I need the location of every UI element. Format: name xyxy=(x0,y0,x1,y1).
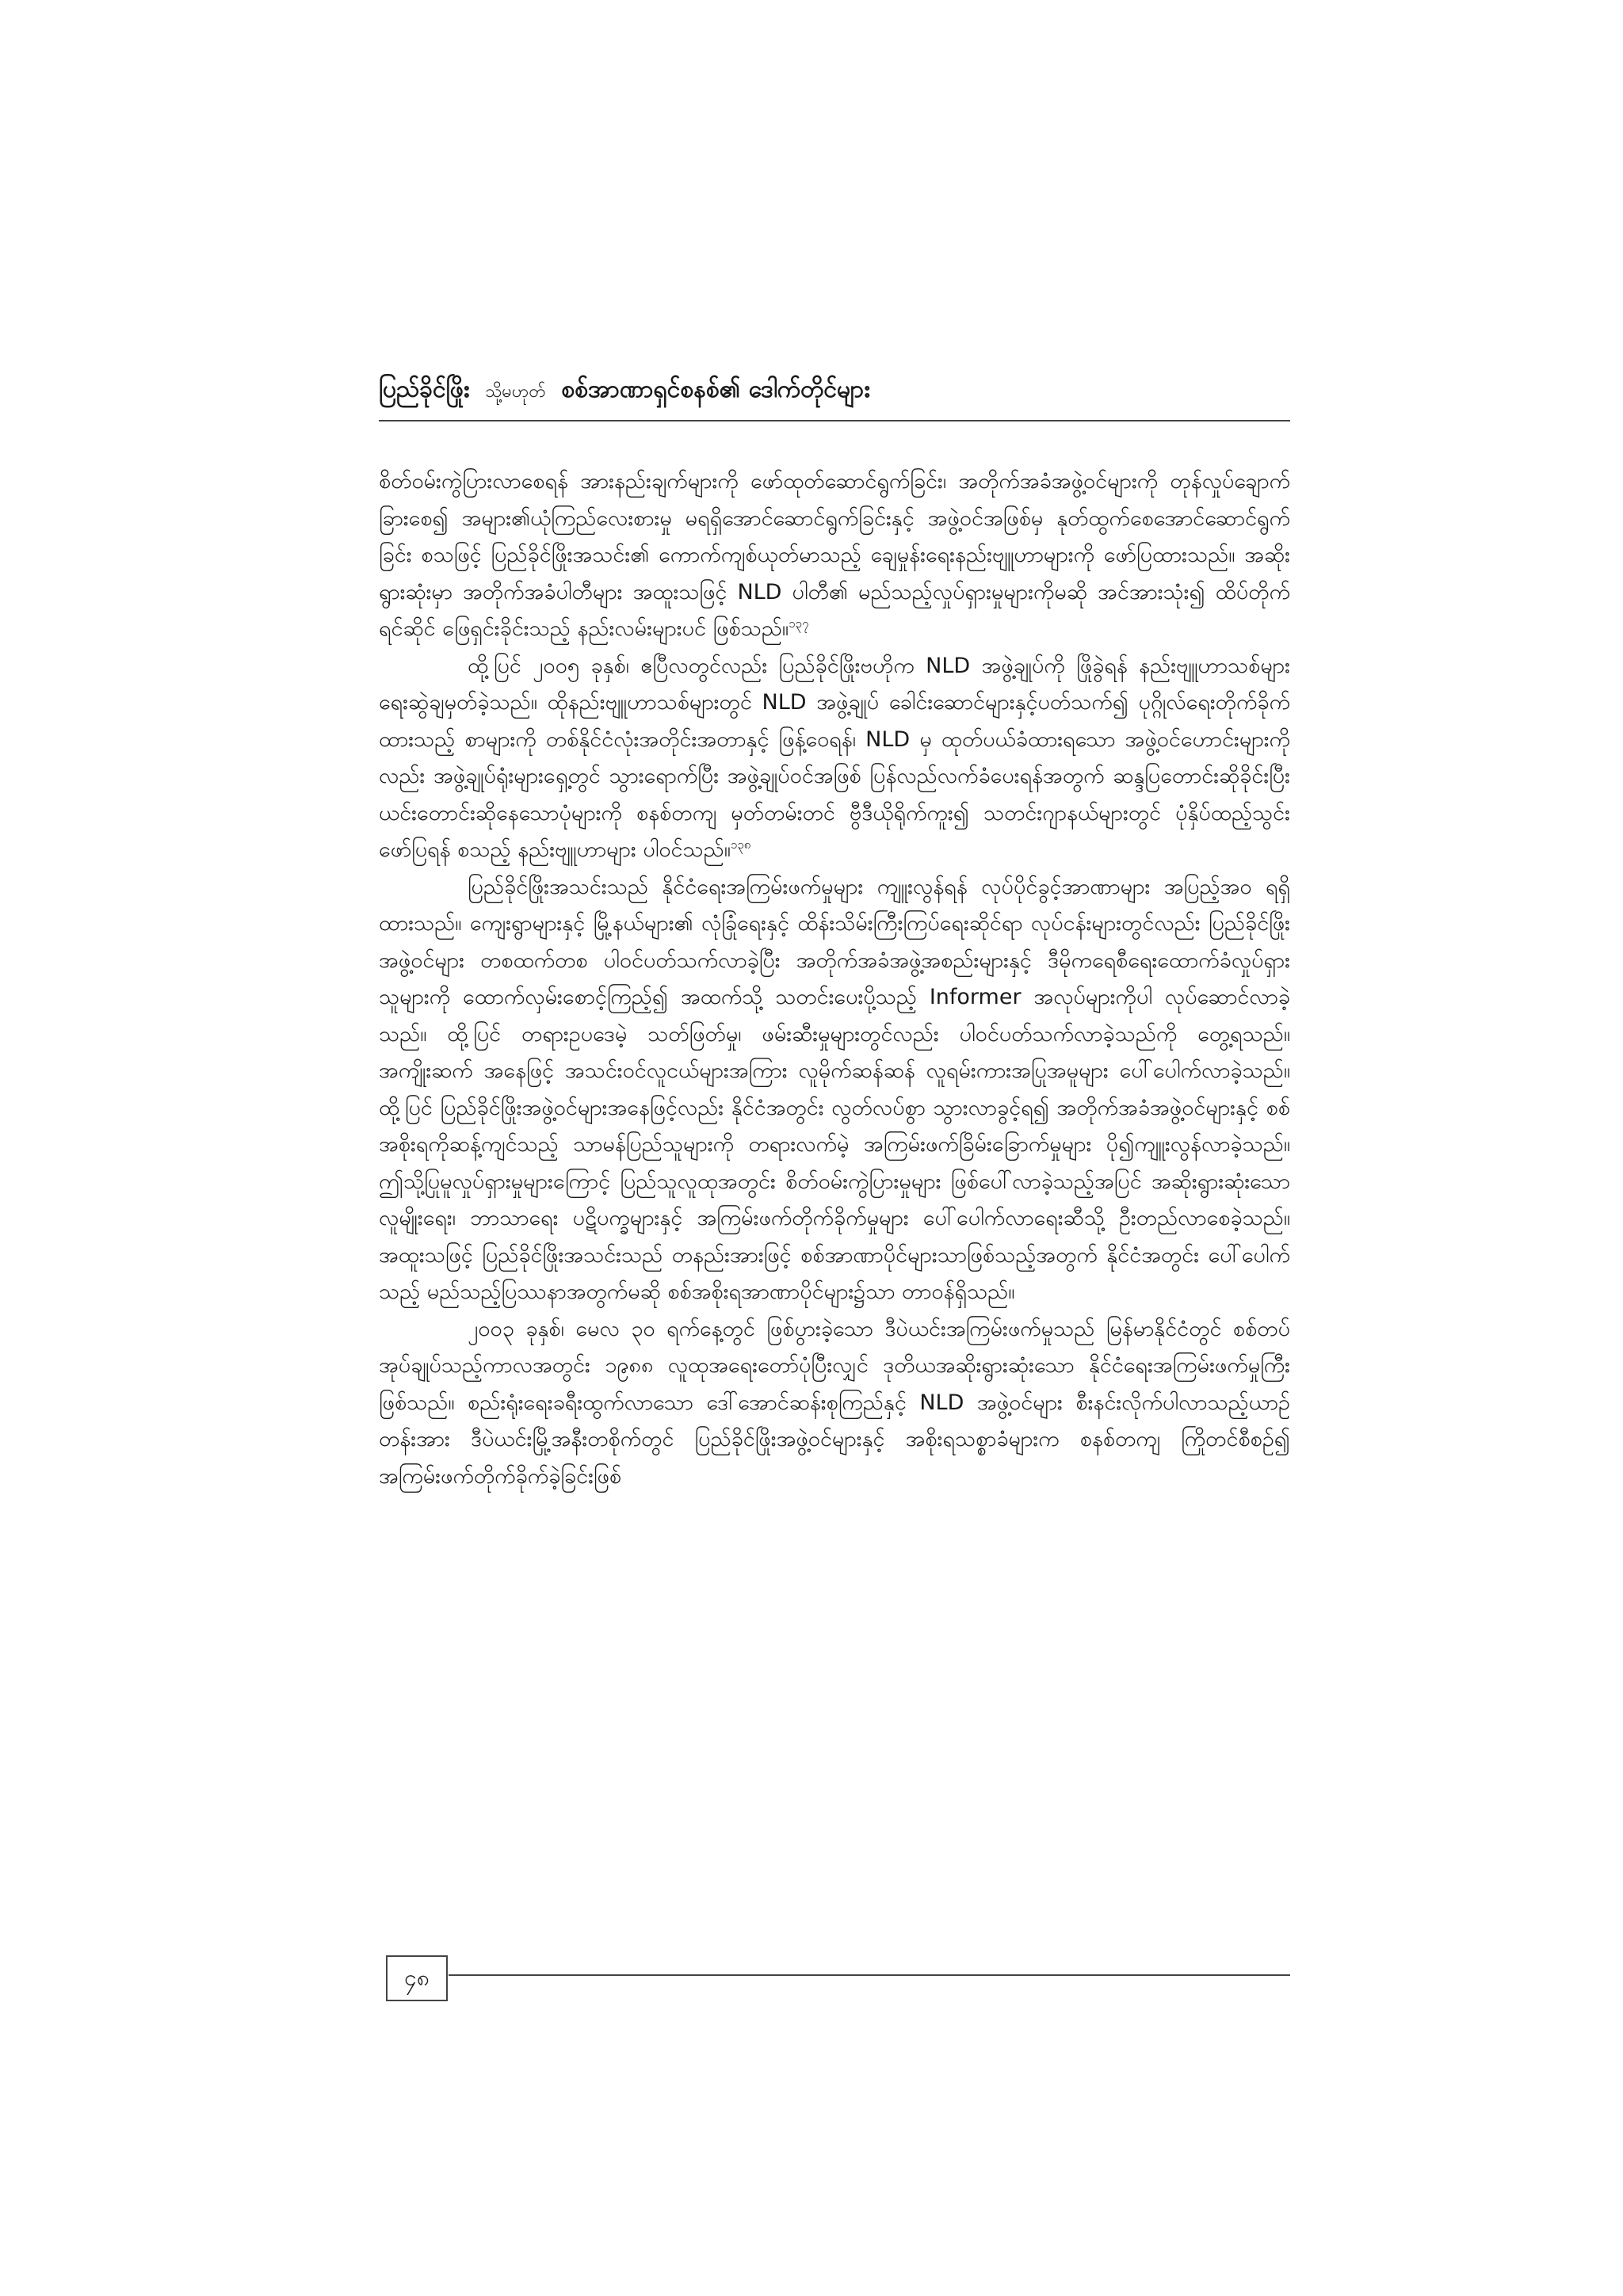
paragraph-2-text: ထို့ပြင် ၂၀၀၅ ခုနှစ်၊ ဧပြီလတွင်လည်း ပြည်ခိုင်ဖြိုးဗဟိုက NLD အဖွဲ့ချုပ်ကို ဖြိုခွဲရန် နည်းဗျူဟာသစ်များ ရေးဆွဲချမှတ်ခဲ့သည်။ ထိုနည်းဗျူဟာသစ်များတွင် NLD အဖွဲ့ချုပ် ခေါင်းဆောင်များနှင့်ပတ်သက်၍ ပုဂ္ဂိုလ်ရေးတိုက်ခိုက်ထားသည့် စာများကို တစ်နိုင်ငံလုံးအတိုင်းအတာနှင့် ဖြန့်ဝေရန်၊ NLD မှ ထုတ်ပယ်ခံထားရသော အဖွဲ့ဝင်ဟောင်းများကိုလည်း အဖွဲ့ချုပ်ရုံးများရှေ့တွင် သွားရောက်ပြီး အဖွဲ့ချုပ်ဝင်အဖြစ် ပြန်လည်လက်ခံပေးရန်အတွက် ဆန္ဒပြတောင်းဆိုခိုင်းပြီး ယင်းတောင်းဆိုနေသောပုံများကို စနစ်တကျ မှတ်တမ်းတင် ဗွီဒီယိုရိုက်ကူး၍ သတင်းဂျာနယ်များတွင် ပုံနှိပ်ထည့်သွင်းဖော်ပြရန် စသည့် နည်းဗျူဟာများ ပါဝင်သည်။ xyxy=(379,653,1290,862)
header-title-part2: စစ်အာဏာရှင်စနစ်၏ ဒေါက်တိုင်များ xyxy=(561,376,870,403)
paragraph-1 xyxy=(379,463,1290,648)
header-divider xyxy=(379,420,1290,421)
footnote-ref-138: ၁၃၈ xyxy=(730,837,751,852)
footnote-ref-137: ၁၃၇ xyxy=(789,616,809,631)
paragraph-3: ပြည်ခိုင်ဖြိုးအသင်းသည် နိုင်ငံရေးအကြမ်းဖက်မှုများ ကျူးလွန်ရန် လုပ်ပိုင်ခွင့်အာဏာများ အပြည့်အဝ ရရှိထားသည်။ ကျေးရွာများနှင့် မြို့နယ်များ၏ လုံခြုံရေးနှင့် ထိန်းသိမ်းကြီးကြပ်ရေးဆိုင်ရာ လုပ်ငန်းများတွင်လည်း ပြည်ခိုင်ဖြိုးအဖွဲ့ဝင်များ တစထက်တစ ပါဝင်ပတ်သက်လာခဲ့ပြီး အတိုက်အခံအဖွဲ့အစည်းများနှင့် ဒီမိုကရေစီရေးထောက်ခံလှုပ်ရှားသူများကို ထောက်လှမ်းစောင့်ကြည့်၍ အထက်သို့ သတင်းပေးပို့သည့် Informer အလုပ်များကိုပါ လုပ်ဆောင်လာခဲ့သည်။ ထို့ပြင် တရားဥပဒေမဲ့ သတ်ဖြတ်မှု၊ ဖမ်းဆီးမှုများတွင်လည်း ပါဝင်ပတ်သက်လာခဲ့သည်ကို တွေ့ရသည်။ အကျိုးဆက် အနေဖြင့် အသင်းဝင်လူငယ်များအကြား လူမိုက်ဆန်ဆန် လူရမ်းကားအပြုအမူများ ပေါ်ပေါက်လာခဲ့သည်။ ထို့ပြင် ပြည်ခိုင်ဖြိုးအဖွဲ့ဝင်များအနေဖြင့်လည်း နိုင်ငံအတွင်း လွတ်လပ်စွာ သွားလာခွင့်ရ၍ အတိုက်အခံအဖွဲ့ဝင်များနှင့် စစ်အစိုးရကိုဆန့်ကျင်သည့် သာမန်ပြည်သူများကို တရားလက်မဲ့ အကြမ်းဖက်ခြိမ်းခြောက်မှုများ ပို၍ကျူးလွန်လာခဲ့သည်။ ဤသို့ပြုမူလှုပ်ရှားမှုများကြောင့် ပြည်သူလူထုအတွင်း စိတ်ဝမ်းကွဲပြားမှုများ ဖြစ်ပေါ်လာခဲ့သည့်အပြင် အဆိုးရွားဆုံးသော လူမျိုးရေး၊ ဘာသာရေး ပဋိပက္ခများနှင့် အကြမ်းဖက်တိုက်ခိုက်မှုများ ပေါ်ပေါက်လာရေးဆီသို့ ဦးတည်လာစေခဲ့သည်။ အထူးသဖြင့် ပြည်ခိုင်ဖြိုးအသင်းသည် တနည်းအားဖြင့် စစ်အာဏာပိုင်များသာဖြစ်သည့်အတွက် နိုင်ငံအတွင်း ပေါ်ပေါက်သည့် မည်သည့်ပြဿနာအတွက်မဆို စစ်အစိုးရအာဏာပိုင်များ၌သာ တာဝန်ရှိသည်။ xyxy=(379,874,1290,1304)
paragraph-2 xyxy=(379,648,1290,869)
paragraph-4: ၂၀၀၃ ခုနှစ်၊ မေလ ၃၀ ရက်နေ့တွင် ဖြစ်ပွားခဲ့သော ဒီပဲယင်းအကြမ်းဖက်မှုသည် မြန်မာနိုင်ငံတွင် စစ်တပ်အုပ်ချုပ်သည့်ကာလအတွင်း ၁၉၈၈ လူထုအရေးတော်ပုံပြီးလျှင် ဒုတိယအဆိုးရွားဆုံးသော နိုင်ငံရေးအကြမ်းဖက်မှုကြီးဖြစ်သည်။ စည်းရုံးရေးခရီးထွက်လာသော ဒေါ်အောင်ဆန်းစုကြည်နှင့် NLD အဖွဲ့ဝင်များ စီးနင်းလိုက်ပါလာသည့်ယာဉ်တန်းအား ဒီပဲယင်းမြို့အနီးတစိုက်တွင် ပြည်ခိုင်ဖြိုးအဖွဲ့ဝင်များနှင့် အစိုးရသစ္စာခံများက စနစ်တကျ ကြိုတင်စီစဉ်၍ အကြမ်းဖက်တိုက်ခိုက်ခဲ့ခြင်းဖြစ် xyxy=(379,1316,1290,1489)
footer-divider xyxy=(449,1974,1290,1976)
body-text xyxy=(379,463,1290,1495)
paragraph-1-text: စိတ်ဝမ်းကွဲပြားလာစေရန် အားနည်းချက်များကို ဖော်ထုတ်ဆောင်ရွက်ခြင်း၊ အတိုက်အခံအဖွဲ့ဝင်များကို တုန်လှုပ်ချောက်ခြားစေ၍ အများ၏ယုံကြည်လေးစားမှု မရရှိအောင်ဆောင်ရွက်ခြင်းနှင့် အဖွဲ့ဝင်အဖြစ်မှ နုတ်ထွက်စေအောင်ဆောင်ရွက်ခြင်း စသဖြင့် ပြည်ခိုင်ဖြိုးအသင်း၏ ကောက်ကျစ်ယုတ်မာသည့် ချေမှုန်းရေးနည်းဗျူဟာများကို ဖော်ပြထားသည်။ အဆိုးရွားဆုံးမှာ အတိုက်အခံပါတီများ အထူးသဖြင့် NLD ပါတီ၏ မည်သည့်လှုပ်ရှားမှုများကိုမဆို အင်အားသုံး၍ ထိပ်တိုက်ရင်ဆိုင် ဖြေရှင်းခိုင်းသည့် နည်းလမ်းများပင် ဖြစ်သည်။ xyxy=(379,469,1290,641)
running-header xyxy=(379,374,1290,408)
header-title-part1: ပြည်ခိုင်ဖြိုး xyxy=(379,376,470,403)
page-number: ၄၈ xyxy=(386,1955,448,2001)
header-title-connector: သို့မဟုတ် xyxy=(485,382,546,402)
